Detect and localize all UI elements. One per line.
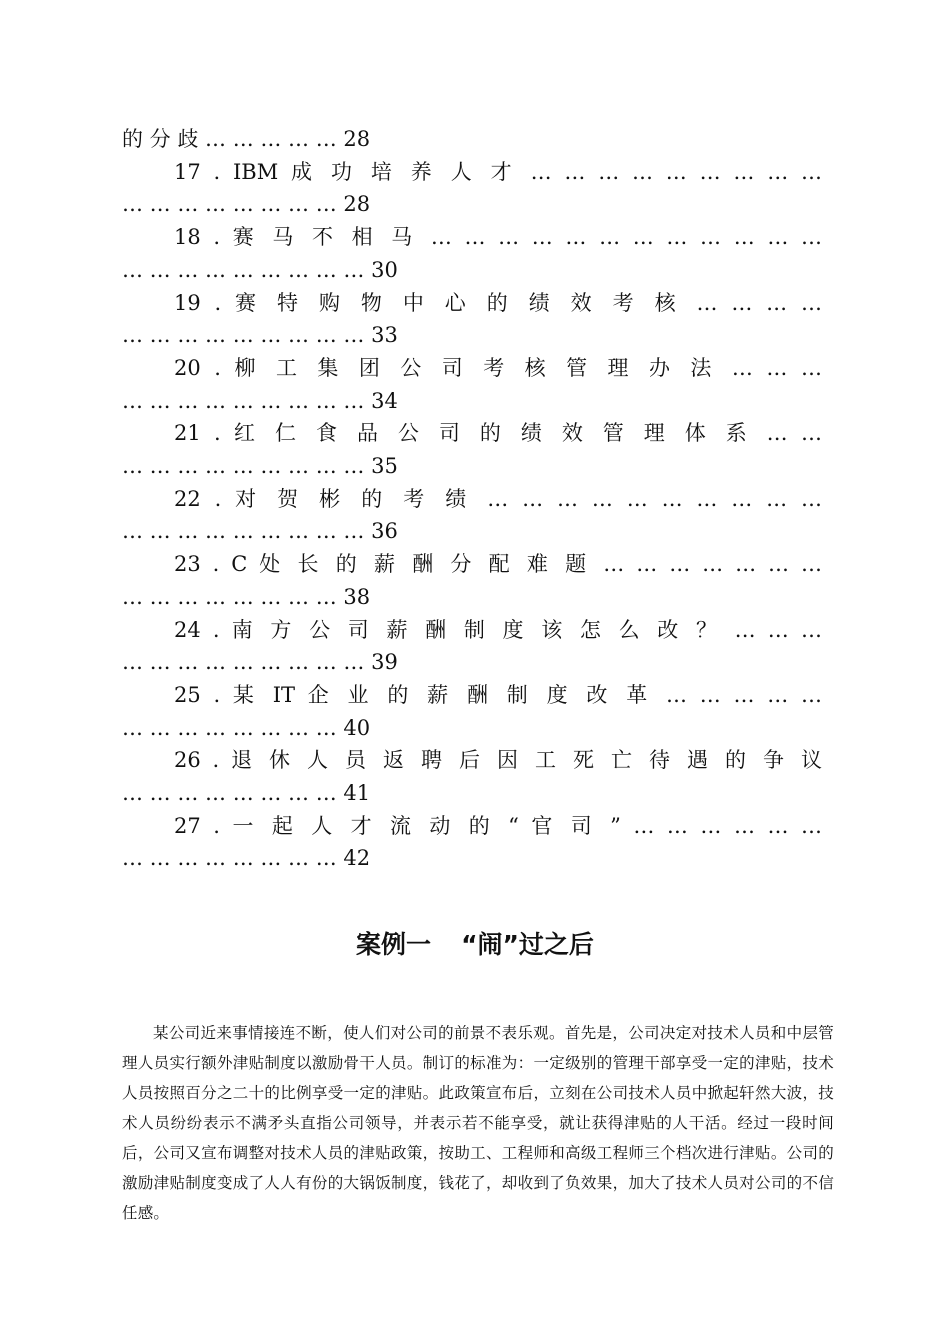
toc-line: … … … … … … … … … 39 <box>122 650 398 675</box>
toc-line: 24 . 南 方 公 司 薪 酬 制 度 该 怎 么 改 ？ … … … <box>174 617 822 642</box>
toc-line: … … … … … … … … … 35 <box>122 454 398 478</box>
case-title-number: 案例一 <box>356 930 432 959</box>
toc-line: 23 . C 处 长 的 薪 酬 分 配 难 题 … … … … … … … <box>174 552 822 577</box>
toc-line: 19 . 赛 特 购 物 中 心 的 绩 效 考 核 … … … … <box>174 290 822 315</box>
toc-line: … … … … … … … … … 30 <box>122 257 398 282</box>
toc-line: 22 . 对 贺 彬 的 考 绩 … … … … … … … … … … <box>174 486 822 511</box>
toc-line: 25 . 某 IT 企 业 的 薪 酬 制 度 改 革 … … … … … <box>174 682 822 707</box>
toc-line: … … … … … … … … … 33 <box>122 323 398 348</box>
toc-line: … … … … … … … … 28 <box>122 192 371 217</box>
toc-line: 的 分 歧 … … … … … 28 <box>122 127 371 151</box>
case-title-name: “闹”过之后 <box>461 930 594 959</box>
case-body-paragraph: 某公司近来事情接连不断，使人们对公司的前景不表乐观。首先是，公司决定对技术人员和中层管理人员实行额外津贴制度以激励骨干人员。制订的标准为：一定级别的管理干部享受一定的津贴，技术人员按照百分之二十的比例享受一定的津贴。此政策宣布后，立刻在公司技术人员中掀起轩然大波，技术人员纷纷表示不满矛头直指公司领导，并表示若不能享受，就让获得津贴的人干活。经过一段时间后，公司又宣布调整对技术人员的津贴政策，按助工、工程师和高级工程师三个档次进行津贴。公司的激励津贴制度变成了人人有份的大锅饭制度，钱花了，却收到了负效果，加大了技术人员对公司的不信任感。 <box>122 1024 834 1222</box>
toc-line: 20 . 柳 工 集 团 公 司 考 核 管 理 办 法 … … … <box>174 355 822 380</box>
toc-line: 26 . 退 休 人 员 返 聘 后 因 工 死 亡 待 遇 的 争 议 <box>174 748 822 773</box>
toc-line: … … … … … … … … … 34 <box>122 388 398 413</box>
case-title <box>0 925 950 965</box>
toc-line: … … … … … … … … … 36 <box>122 519 398 544</box>
toc-line: … … … … … … … … 41 <box>122 781 371 805</box>
toc-line: 27 . 一 起 人 才 流 动 的 “ 官 司 ” … … … … … … <box>174 813 822 838</box>
toc-line: … … … … … … … … 38 <box>122 584 371 609</box>
toc-line: … … … … … … … … 42 <box>122 846 371 871</box>
toc-line: 17 . IBM 成 功 培 养 人 才 … … … … … … … … … <box>174 159 822 184</box>
toc-line: 21 . 红 仁 食 品 公 司 的 绩 效 管 理 体 系 … … <box>174 421 822 446</box>
toc-line: … … … … … … … … 40 <box>122 715 371 740</box>
toc-line: 18 . 赛 马 不 相 马 … … … … … … … … … … … … <box>174 225 822 250</box>
